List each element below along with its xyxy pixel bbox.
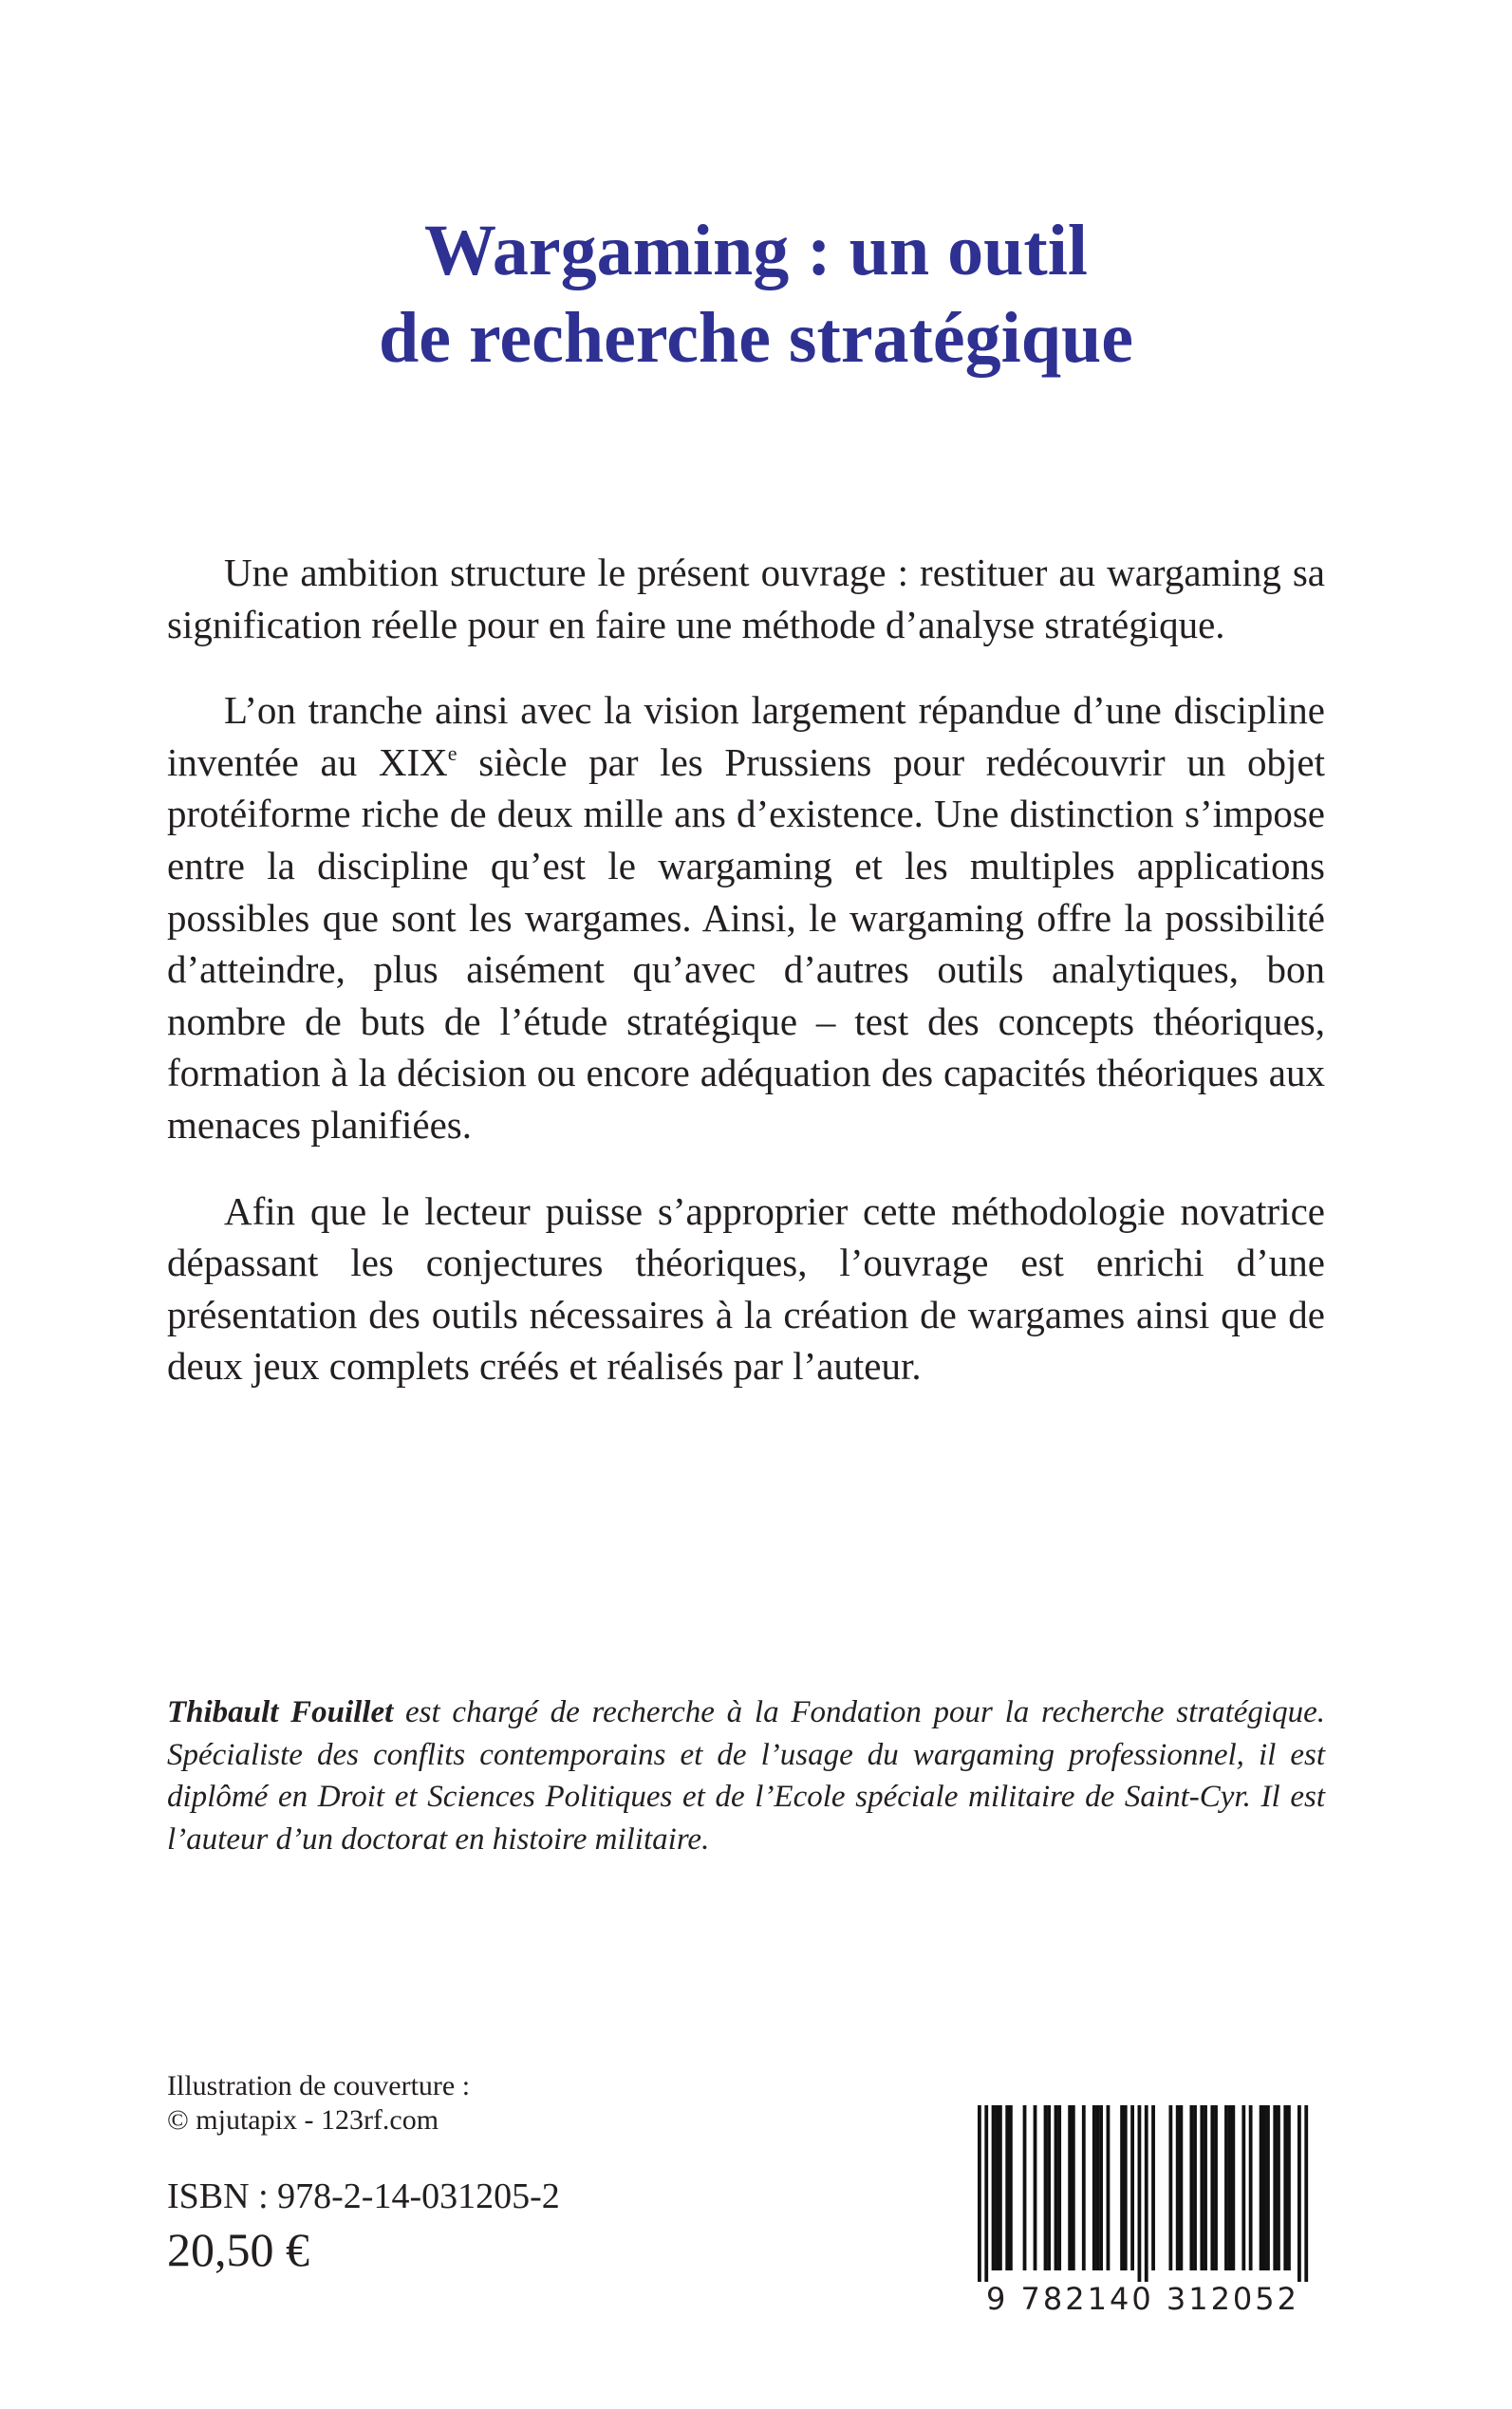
- barcode-bar: [999, 2105, 1002, 2270]
- barcode-guard-bar: [1145, 2105, 1148, 2282]
- barcode-guard-bar: [1297, 2105, 1301, 2282]
- barcode-bar: [1120, 2105, 1124, 2270]
- barcode-bar: [1249, 2105, 1253, 2270]
- barcode-bar: [1224, 2105, 1228, 2270]
- barcode-bar: [1176, 2105, 1180, 2270]
- barcode-bar: [1179, 2105, 1183, 2270]
- barcode-bar: [1068, 2105, 1072, 2270]
- book-title-line-2: de recherche stratégique: [379, 298, 1133, 378]
- barcode-bar: [1044, 2105, 1048, 2270]
- author-bio-text: est chargé de recherche à la Fondation pour la recherche stratégique. Spécialiste des conflits contemporains et de l’usage du wargaming professionnel, il est diplômé en Droit et Sciences Politiques et de l’Ecole spéciale militaire de Saint-Cyr. Il est l’auteur d’un doctorat en histoire militaire.: [167, 1695, 1325, 1857]
- barcode-guard-bar: [1138, 2105, 1142, 2282]
- cover-credit-label: Illustration de couverture :: [167, 2070, 471, 2101]
- barcode: [955, 2105, 1331, 2317]
- barcode-bar: [1092, 2105, 1096, 2270]
- barcode-bar: [1023, 2105, 1027, 2270]
- barcode-bar: [1287, 2105, 1291, 2270]
- barcode-bar: [1124, 2105, 1128, 2270]
- barcode-digits: 9 782140 312052: [985, 2281, 1299, 2317]
- book-title-line-1: Wargaming : un outil: [424, 211, 1088, 290]
- barcode-bar: [1228, 2105, 1232, 2270]
- barcode-bar: [1057, 2105, 1061, 2270]
- barcode-guard-bar: [984, 2105, 988, 2282]
- barcode-bar: [1231, 2105, 1235, 2270]
- summary-paragraph-1: Une ambition structure le présent ouvrage : restituer au wargaming sa signification réelle pour en faire une méthode d’analyse stratégique.: [167, 551, 1325, 646]
- cover-credit: [167, 2069, 470, 2138]
- barcode-bars: [955, 2105, 1331, 2282]
- barcode-bar: [1214, 2105, 1218, 2270]
- barcode-bar: [1204, 2105, 1207, 2270]
- barcode-bar: [1130, 2105, 1134, 2270]
- barcode-bar: [1005, 2105, 1009, 2270]
- barcode-bar: [1082, 2105, 1086, 2270]
- barcode-bar: [1277, 2105, 1280, 2270]
- barcode-bar: [1260, 2105, 1263, 2270]
- barcode-bar: [1055, 2105, 1058, 2270]
- barcode-bar: [1107, 2105, 1111, 2270]
- barcode-bar: [1200, 2105, 1204, 2270]
- barcode-bar: [1168, 2105, 1172, 2270]
- barcode-bar: [1283, 2105, 1287, 2270]
- barcode-bar: [1266, 2105, 1270, 2270]
- author-name: Thibault Fouillet: [167, 1695, 394, 1729]
- summary-paragraph-2-end: siècle par les Prussiens pour redécouvrir un objet protéiforme riche de deux mille ans d’existence. Une distinction s’impose entre la discipline qu’est le wargaming et les multiples applications possibles que sont les wargames. Ainsi, le wargaming offre la possibilité d’atteindre, plus aisément qu’avec d’autres outils analytiques, bon nombre de buts de l’étude stratégique – test des concepts théoriques, formation à la décision ou encore adéquation des capacités théoriques aux menaces planifiées.: [167, 739, 1325, 1147]
- barcode-bar: [1193, 2105, 1197, 2270]
- isbn: ISBN : 978-2-14-031205-2: [167, 2176, 560, 2216]
- barcode-bar: [1034, 2105, 1037, 2270]
- cover-credit-source: © mjutapix - 123rf.com: [167, 2104, 439, 2136]
- barcode-bar: [1009, 2105, 1013, 2270]
- summary-paragraph-2-start: L’on tranche ainsi avec la vision largement répandue d’une discipline inventée au XIX: [167, 688, 1325, 784]
- barcode-bar: [1151, 2105, 1155, 2270]
- barcode-bar: [1273, 2105, 1277, 2270]
- barcode-bar: [1047, 2105, 1051, 2270]
- summary-text: [167, 547, 1325, 1427]
- barcode-bar: [992, 2105, 996, 2270]
- price: 20,50 €: [167, 2223, 309, 2276]
- barcode-guard-bar: [1304, 2105, 1308, 2282]
- barcode-bar: [1099, 2105, 1103, 2270]
- barcode-bar: [1189, 2105, 1193, 2270]
- summary-paragraph-2: [167, 684, 1325, 1150]
- barcode-bar: [1072, 2105, 1075, 2270]
- author-bio: [167, 1691, 1325, 1860]
- barcode-bar: [1241, 2105, 1245, 2270]
- barcode-bar: [1210, 2105, 1214, 2270]
- summary-paragraph-3: Afin que le lecteur puisse s’approprier cette méthodologie novatrice dépassant les conjectures théoriques, l’ouvrage est enrichi d’une présentation des outils nécessaires à la création de wargames ainsi que de deux jeux complets créés et réalisés par l’auteur.: [167, 1188, 1325, 1389]
- century-superscript: e: [447, 740, 457, 765]
- barcode-bar: [1096, 2105, 1100, 2270]
- barcode-bar: [1262, 2105, 1266, 2270]
- barcode-bar: [995, 2105, 999, 2270]
- book-title: [0, 207, 1512, 382]
- barcode-guard-bar: [978, 2105, 981, 2282]
